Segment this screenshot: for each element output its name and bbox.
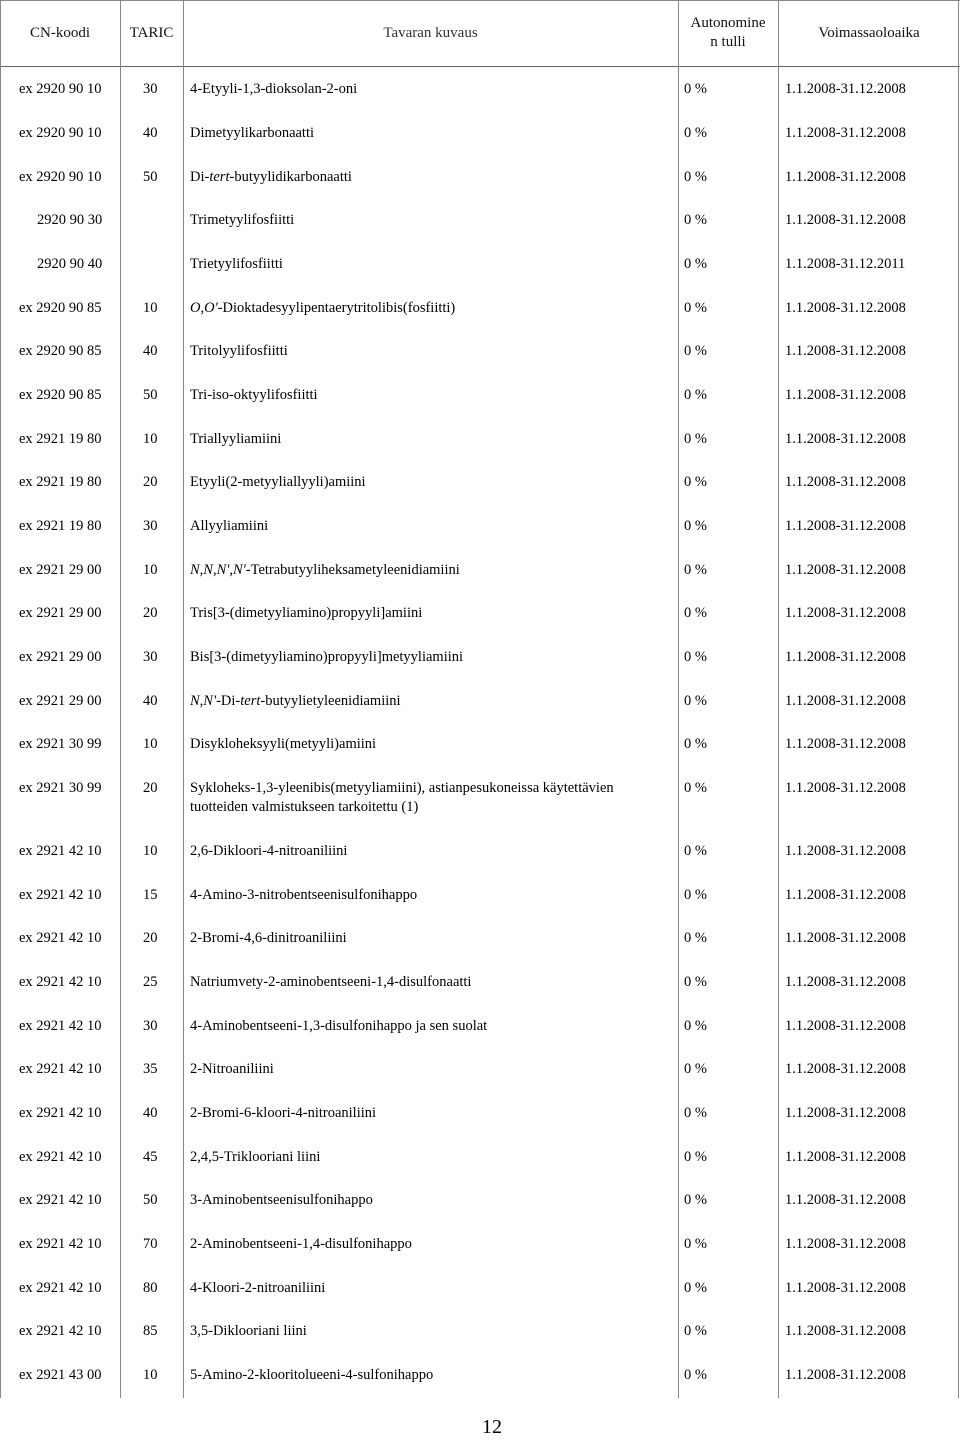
cell-cn-code: ex 2921 42 10: [19, 930, 102, 946]
cell-validity-period: 1.1.2008-31.12.2008: [785, 1323, 906, 1339]
header-description: Tavaran kuvaus: [383, 24, 478, 41]
cell-autonomous-duty: 0 %: [684, 1105, 707, 1121]
cell-description: Sykloheks-1,3-yleenibis(metyyliamiini), astianpesukoneissa käytettävien tuotteiden valmistukseen tarkoitettu (1): [190, 780, 614, 815]
cell-cn-code: 2920 90 40: [37, 256, 103, 272]
cell-description: Triallyyliamiini: [190, 431, 282, 447]
cell-autonomous-duty: 0 %: [684, 431, 707, 447]
cell-validity-period: 1.1.2008-31.12.2008: [785, 387, 906, 403]
cell-description: Tri-iso-oktyylifosfiitti: [190, 387, 318, 403]
col-border-desc: [678, 0, 679, 1398]
col-border-cn: [120, 0, 121, 1398]
cell-taric: 35: [143, 1061, 158, 1077]
cell-validity-period: 1.1.2008-31.12.2008: [785, 780, 906, 796]
cell-cn-code: ex 2921 30 99: [19, 736, 102, 752]
cell-validity-period: 1.1.2008-31.12.2008: [785, 1061, 906, 1077]
cell-autonomous-duty: 0 %: [684, 1323, 707, 1339]
cell-validity-period: 1.1.2008-31.12.2008: [785, 930, 906, 946]
page-number-text: 12: [482, 1416, 502, 1438]
cell-validity-period: 1.1.2008-31.12.2008: [785, 212, 906, 228]
cell-autonomous-duty: 0 %: [684, 474, 707, 490]
cell-validity-period: 1.1.2008-31.12.2008: [785, 518, 906, 534]
header-cn-code: CN-koodi: [30, 24, 90, 41]
cell-cn-code: ex 2921 42 10: [19, 1061, 102, 1077]
cell-cn-code: ex 2921 29 00: [19, 605, 102, 621]
cell-autonomous-duty: 0 %: [684, 1280, 707, 1296]
cell-taric: 20: [143, 474, 158, 490]
cell-taric: 40: [143, 125, 158, 141]
cell-cn-code: ex 2921 19 80: [19, 518, 102, 534]
cell-validity-period: 1.1.2008-31.12.2008: [785, 1236, 906, 1252]
cell-validity-period: 1.1.2008-31.12.2008: [785, 1367, 906, 1383]
cell-validity-period: 1.1.2008-31.12.2008: [785, 1192, 906, 1208]
cell-taric: 85: [143, 1323, 158, 1339]
cell-taric: 40: [143, 1105, 158, 1121]
cell-description: Tritolyylifosfiitti: [190, 343, 288, 359]
cell-validity-period: 1.1.2008-31.12.2008: [785, 736, 906, 752]
cell-taric: 30: [143, 649, 158, 665]
cell-autonomous-duty: 0 %: [684, 1018, 707, 1034]
cell-taric: 20: [143, 930, 158, 946]
cell-validity-period: 1.1.2008-31.12.2011: [785, 256, 906, 272]
cell-validity-period: 1.1.2008-31.12.2008: [785, 300, 906, 316]
cell-description: 4-Amino-3-nitrobentseenisulfonihappo: [190, 887, 418, 903]
cell-cn-code: ex 2920 90 85: [19, 387, 102, 403]
cell-taric: 10: [143, 562, 158, 578]
cell-taric: 45: [143, 1149, 158, 1165]
cell-validity-period: 1.1.2008-31.12.2008: [785, 605, 906, 621]
cell-taric: 15: [143, 887, 158, 903]
cell-description: 2-Bromi-4,6-dinitroaniliini: [190, 930, 347, 946]
cell-taric: 10: [143, 1367, 158, 1383]
cell-validity-period: 1.1.2008-31.12.2008: [785, 887, 906, 903]
cell-autonomous-duty: 0 %: [684, 1149, 707, 1165]
cell-description: Bis[3-(dimetyyliamino)propyyli]metyyliamiini: [190, 649, 464, 665]
cell-taric: 30: [143, 1018, 158, 1034]
cell-description: 2-Bromi-6-kloori-4-nitroaniliini: [190, 1105, 377, 1121]
cell-description: 2-Aminobentseeni-1,4-disulfonihappo: [190, 1236, 412, 1252]
cell-cn-code: ex 2921 42 10: [19, 1105, 102, 1121]
cell-autonomous-duty: 0 %: [684, 843, 707, 859]
cell-description: 3-Aminobentseenisulfonihappo: [190, 1192, 373, 1208]
cell-validity-period: 1.1.2008-31.12.2008: [785, 1018, 906, 1034]
page-number: [0, 1416, 960, 1439]
cell-autonomous-duty: 0 %: [684, 1367, 707, 1383]
cell-taric: 50: [143, 1192, 158, 1208]
cell-cn-code: ex 2920 90 10: [19, 125, 102, 141]
cell-autonomous-duty: 0 %: [684, 562, 707, 578]
cell-validity-period: 1.1.2008-31.12.2008: [785, 843, 906, 859]
cell-cn-code: ex 2921 42 10: [19, 1236, 102, 1252]
cell-taric: 10: [143, 843, 158, 859]
cell-cn-code: ex 2921 30 99: [19, 780, 102, 796]
cell-validity-period: 1.1.2008-31.12.2008: [785, 974, 906, 990]
cell-validity-period: 1.1.2008-31.12.2008: [785, 1149, 906, 1165]
cell-autonomous-duty: 0 %: [684, 1061, 707, 1077]
cell-autonomous-duty: 0 %: [684, 81, 707, 97]
col-border-taric: [183, 0, 184, 1398]
cell-validity-period: 1.1.2008-31.12.2008: [785, 474, 906, 490]
cell-taric: 30: [143, 518, 158, 534]
cell-description: Dimetyylikarbonaatti: [190, 125, 315, 141]
cell-autonomous-duty: 0 %: [684, 605, 707, 621]
cell-description: Disykloheksyyli(metyyli)amiini: [190, 736, 377, 752]
cell-cn-code: ex 2921 19 80: [19, 431, 102, 447]
cell-validity-period: 1.1.2008-31.12.2008: [785, 1280, 906, 1296]
cell-autonomous-duty: 0 %: [684, 887, 707, 903]
cell-autonomous-duty: 0 %: [684, 343, 707, 359]
cell-autonomous-duty: 0 %: [684, 387, 707, 403]
cell-description: 2,4,5-Triklooriani liini: [190, 1149, 321, 1165]
cell-description: Tris[3-(dimetyyliamino)propyyli]amiini: [190, 605, 423, 621]
cell-description: 4-Kloori-2-nitroaniliini: [190, 1280, 326, 1296]
cell-autonomous-duty: 0 %: [684, 930, 707, 946]
cell-description: 5-Amino-2-klooritolueeni-4-sulfonihappo: [190, 1367, 434, 1383]
cell-taric: 20: [143, 605, 158, 621]
cell-description: N,N,N',N'-Tetrabutyyliheksametyleenidiamiini: [190, 562, 460, 578]
header-divider: [0, 66, 960, 67]
cell-autonomous-duty: 0 %: [684, 649, 707, 665]
cell-taric: 20: [143, 780, 158, 796]
cell-validity-period: 1.1.2008-31.12.2008: [785, 343, 906, 359]
cell-autonomous-duty: 0 %: [684, 974, 707, 990]
cell-cn-code: ex 2920 90 85: [19, 343, 102, 359]
cell-autonomous-duty: 0 %: [684, 780, 707, 796]
col-border-duty: [778, 0, 779, 1398]
cell-validity-period: 1.1.2008-31.12.2008: [785, 1105, 906, 1121]
cell-cn-code: ex 2921 42 10: [19, 887, 102, 903]
cell-taric: 30: [143, 81, 158, 97]
header-autonomous-duty-label: Autonomine n tulli: [690, 15, 766, 50]
cell-validity-period: 1.1.2008-31.12.2008: [785, 169, 906, 185]
header-taric: TARIC: [129, 24, 174, 41]
cell-autonomous-duty: 0 %: [684, 256, 707, 272]
cell-cn-code: ex 2921 42 10: [19, 843, 102, 859]
cell-cn-code: ex 2921 19 80: [19, 474, 102, 490]
cell-taric: 10: [143, 300, 158, 316]
cell-taric: 80: [143, 1280, 158, 1296]
cell-taric: 40: [143, 693, 158, 709]
cell-cn-code: ex 2921 29 00: [19, 649, 102, 665]
cell-cn-code: ex 2921 43 00: [19, 1367, 102, 1383]
cell-validity-period: 1.1.2008-31.12.2008: [785, 693, 906, 709]
cell-cn-code: ex 2921 42 10: [19, 1280, 102, 1296]
header-autonomous-duty: [678, 0, 778, 66]
cell-description: Natriumvety-2-aminobentseeni-1,4-disulfonaatti: [190, 974, 472, 990]
cell-autonomous-duty: 0 %: [684, 300, 707, 316]
cell-description: Trimetyylifosfiitti: [190, 212, 295, 228]
cell-autonomous-duty: 0 %: [684, 736, 707, 752]
cell-cn-code: ex 2921 42 10: [19, 974, 102, 990]
cell-description: Etyyli(2-metyyliallyyli)amiini: [190, 474, 366, 490]
cell-description: 4-Etyyli-1,3-dioksolan-2-oni: [190, 81, 358, 97]
cell-cn-code: ex 2921 29 00: [19, 693, 102, 709]
cell-cn-code: ex 2921 42 10: [19, 1149, 102, 1165]
cell-cn-code: 2920 90 30: [37, 212, 103, 228]
cell-validity-period: 1.1.2008-31.12.2008: [785, 649, 906, 665]
cell-taric: 40: [143, 343, 158, 359]
cell-autonomous-duty: 0 %: [684, 1192, 707, 1208]
cell-validity-period: 1.1.2008-31.12.2008: [785, 562, 906, 578]
cell-validity-period: 1.1.2008-31.12.2008: [785, 81, 906, 97]
cell-description: N,N'-Di-tert-butyylietyleenidiamiini: [190, 693, 401, 709]
col-border-left: [0, 0, 1, 1398]
cell-description: 2,6-Dikloori-4-nitroaniliini: [190, 843, 348, 859]
cell-taric: 25: [143, 974, 158, 990]
cell-validity-period: 1.1.2008-31.12.2008: [785, 125, 906, 141]
cell-validity-period: 1.1.2008-31.12.2008: [785, 431, 906, 447]
cell-taric: 50: [143, 387, 158, 403]
cell-autonomous-duty: 0 %: [684, 212, 707, 228]
cell-autonomous-duty: 0 %: [684, 518, 707, 534]
cell-cn-code: ex 2920 90 10: [19, 169, 102, 185]
cell-description: Di-tert-butyylidikarbonaatti: [190, 169, 352, 185]
cell-description: 2-Nitroaniliini: [190, 1061, 274, 1077]
cell-description: O,O'-Dioktadesyylipentaerytritolibis(fosfiitti): [190, 300, 456, 316]
cell-cn-code: ex 2921 29 00: [19, 562, 102, 578]
cell-description: 4-Aminobentseeni-1,3-disulfonihappo ja sen suolat: [190, 1018, 488, 1034]
cell-autonomous-duty: 0 %: [684, 1236, 707, 1252]
cell-taric: 70: [143, 1236, 158, 1252]
cell-cn-code: ex 2920 90 85: [19, 300, 102, 316]
cell-taric: 10: [143, 736, 158, 752]
cell-cn-code: ex 2920 90 10: [19, 81, 102, 97]
cell-description: Allyyliamiini: [190, 518, 269, 534]
col-border-right: [958, 0, 959, 1398]
cell-cn-code: ex 2921 42 10: [19, 1018, 102, 1034]
cell-description: Trietyylifosfiitti: [190, 256, 283, 272]
cell-description: 3,5-Diklooriani liini: [190, 1323, 307, 1339]
cell-cn-code: ex 2921 42 10: [19, 1323, 102, 1339]
cell-autonomous-duty: 0 %: [684, 125, 707, 141]
cell-autonomous-duty: 0 %: [684, 169, 707, 185]
header-validity-period: Voimassaoloaika: [818, 24, 920, 41]
cell-taric: 10: [143, 431, 158, 447]
cell-taric: 50: [143, 169, 158, 185]
cell-cn-code: ex 2921 42 10: [19, 1192, 102, 1208]
table-header: [0, 0, 960, 66]
cell-autonomous-duty: 0 %: [684, 693, 707, 709]
